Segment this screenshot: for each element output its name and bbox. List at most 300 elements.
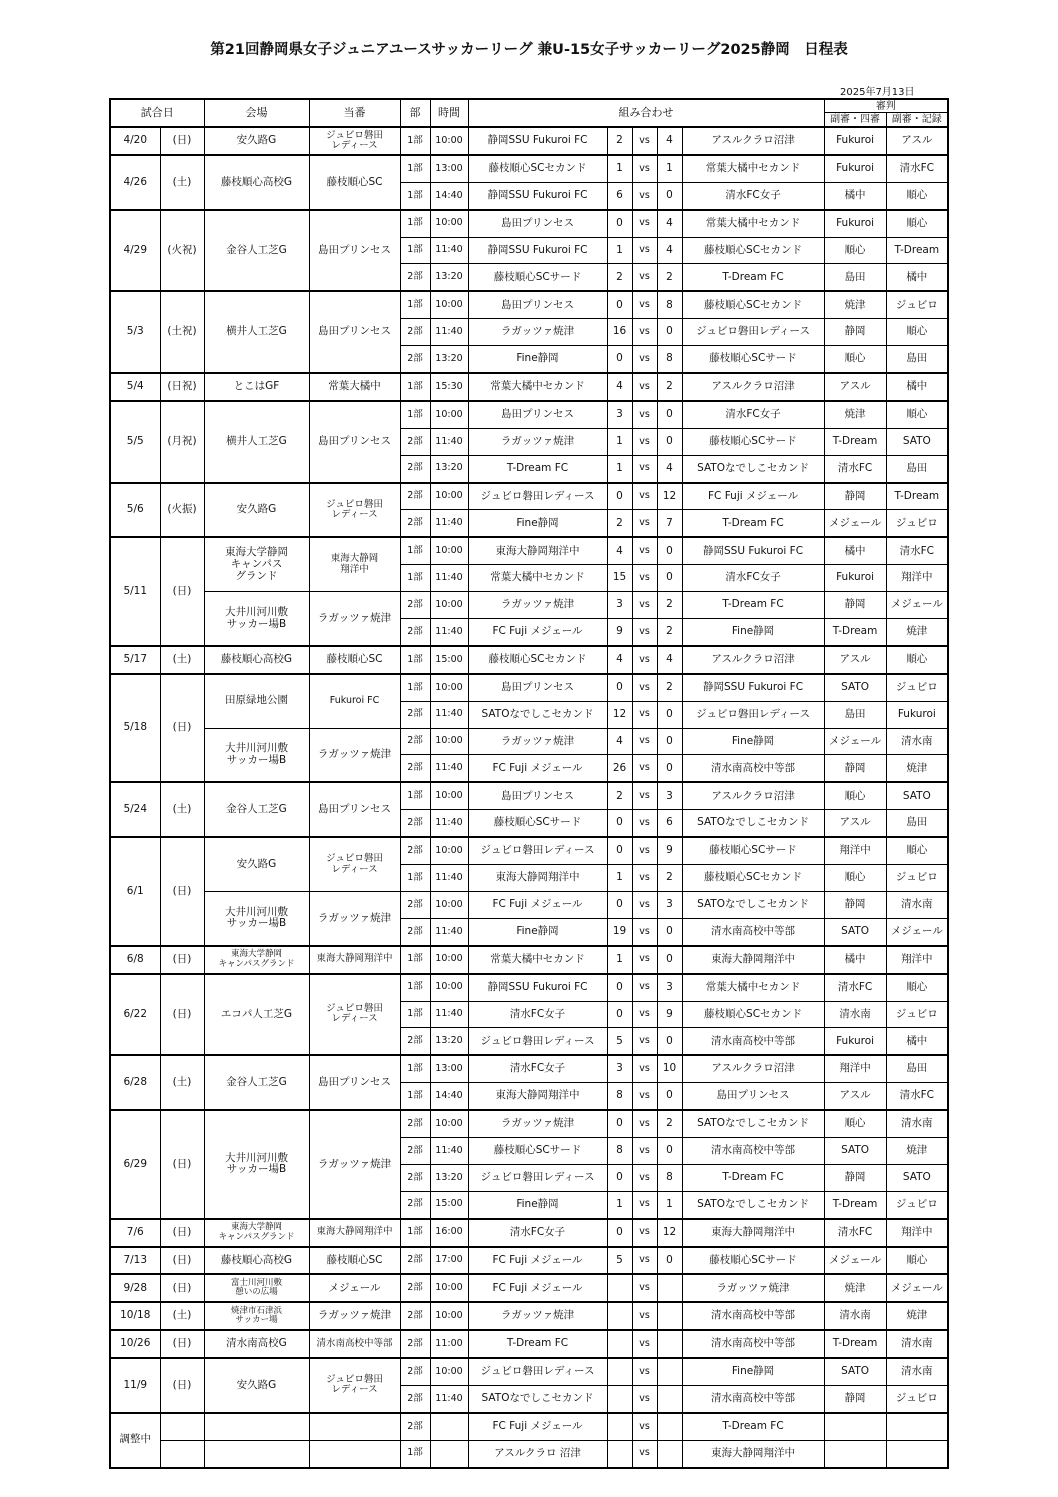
- referee-assistant-4th: アスル: [824, 1083, 886, 1110]
- home-team: 東海大静岡翔洋中: [468, 1083, 607, 1110]
- home-team: Fine静岡: [468, 918, 607, 945]
- kickoff-time: 17:00: [430, 1247, 468, 1275]
- table-row: [110, 891, 948, 918]
- vs-label: vs: [632, 1137, 657, 1164]
- away-score: 0: [657, 401, 682, 428]
- referee-assistant-4th: Fukuroi: [824, 565, 886, 592]
- header-referee: 審判: [824, 99, 948, 113]
- referee-assistant-4th: 静岡: [824, 755, 886, 782]
- match-weekday: (日): [160, 1219, 204, 1247]
- division: 2部: [400, 1137, 430, 1164]
- referee-assistant-record: 清水FC: [886, 1083, 948, 1110]
- referee-assistant-record: 橘中: [886, 1028, 948, 1055]
- match-date: 5/4: [110, 373, 160, 401]
- division: 1部: [400, 1083, 430, 1110]
- referee-assistant-4th: 静岡: [824, 592, 886, 619]
- match-weekday: (日): [160, 537, 204, 646]
- away-team: 静岡SSU Fukuroi FC: [682, 674, 824, 701]
- away-team: 常葉大橘中セカンド: [682, 974, 824, 1001]
- away-score: 8: [657, 346, 682, 373]
- away-team: T-Dream FC: [682, 592, 824, 619]
- away-team: FC Fuji メジェール: [682, 483, 824, 510]
- table-row: [110, 782, 948, 809]
- duty-team: ジュビロ磐田 レディース: [309, 1358, 400, 1413]
- referee-assistant-record: 順心: [886, 974, 948, 1001]
- vs-label: vs: [632, 728, 657, 755]
- kickoff-time: 13:20: [430, 346, 468, 373]
- division: 2部: [400, 918, 430, 945]
- home-score: 0: [607, 483, 632, 510]
- kickoff-time: 10:00: [430, 782, 468, 809]
- kickoff-time: 10:00: [430, 127, 468, 155]
- kickoff-time: 10:00: [430, 401, 468, 428]
- match-weekday: (日): [160, 1358, 204, 1413]
- vs-label: vs: [632, 1358, 657, 1385]
- home-score: 4: [607, 537, 632, 564]
- table-row: [110, 373, 948, 401]
- vs-label: vs: [632, 755, 657, 782]
- vs-label: vs: [632, 865, 657, 892]
- home-score: 0: [607, 1219, 632, 1247]
- referee-assistant-record: 順心: [886, 319, 948, 346]
- kickoff-time: 11:40: [430, 1001, 468, 1028]
- away-team: 静岡SSU Fukuroi FC: [682, 537, 824, 564]
- match-date: 6/1: [110, 837, 160, 946]
- away-score: 6: [657, 810, 682, 837]
- referee-assistant-4th: 焼津: [824, 291, 886, 318]
- referee-assistant-4th: Fukuroi: [824, 1028, 886, 1055]
- referee-assistant-record: SATO: [886, 782, 948, 809]
- away-score: 4: [657, 127, 682, 155]
- vs-label: vs: [632, 537, 657, 564]
- home-team: ラガッツァ焼津: [468, 1110, 607, 1137]
- home-score: [607, 1274, 632, 1302]
- vs-label: vs: [632, 810, 657, 837]
- referee-assistant-record: メジェール: [886, 918, 948, 945]
- division: 2部: [400, 1330, 430, 1358]
- referee-assistant-4th: T-Dream: [824, 428, 886, 455]
- division: 2部: [400, 510, 430, 537]
- vs-label: vs: [632, 891, 657, 918]
- away-team: Fine静岡: [682, 728, 824, 755]
- division: 2部: [400, 810, 430, 837]
- vs-label: vs: [632, 701, 657, 728]
- away-team: SATOなでしこセカンド: [682, 891, 824, 918]
- venue-name: [204, 1440, 309, 1467]
- home-team: SATOなでしこセカンド: [468, 1385, 607, 1412]
- vs-label: vs: [632, 1274, 657, 1302]
- match-weekday: (日): [160, 127, 204, 155]
- referee-assistant-4th: アスル: [824, 373, 886, 401]
- venue-name: 焼津市石津浜 サッカー場: [204, 1302, 309, 1330]
- referee-assistant-4th: アスル: [824, 646, 886, 674]
- match-date: 11/9: [110, 1358, 160, 1413]
- referee-assistant-4th: [824, 1440, 886, 1467]
- referee-assistant-record: 清水南: [886, 1358, 948, 1385]
- away-team: 藤枝順心SCサード: [682, 428, 824, 455]
- match-weekday: (日): [160, 674, 204, 783]
- away-team: T-Dream FC: [682, 1413, 824, 1440]
- table-row: [110, 401, 948, 428]
- referee-assistant-record: 島田: [886, 455, 948, 482]
- match-weekday: (日): [160, 1330, 204, 1358]
- referee-assistant-record: 清水FC: [886, 537, 948, 564]
- home-score: 4: [607, 728, 632, 755]
- home-score: 0: [607, 974, 632, 1001]
- home-team: 島田プリンセス: [468, 401, 607, 428]
- referee-assistant-4th: メジェール: [824, 510, 886, 537]
- vs-label: vs: [632, 1110, 657, 1137]
- vs-label: vs: [632, 1164, 657, 1191]
- duty-team: 藤枝順心SC: [309, 1247, 400, 1275]
- referee-assistant-4th: 静岡: [824, 891, 886, 918]
- duty-team: メジェール: [309, 1274, 400, 1302]
- home-team: ラガッツァ焼津: [468, 728, 607, 755]
- home-score: 8: [607, 1083, 632, 1110]
- kickoff-time: 10:00: [430, 946, 468, 974]
- vs-label: vs: [632, 1055, 657, 1082]
- header-ref-sub2: 副審・記録: [886, 113, 948, 128]
- referee-assistant-4th: 島田: [824, 701, 886, 728]
- venue-name: 清水南高校G: [204, 1330, 309, 1358]
- referee-assistant-record: 焼津: [886, 619, 948, 646]
- kickoff-time: 11:40: [430, 1137, 468, 1164]
- match-date: 5/17: [110, 646, 160, 674]
- home-score: 1: [607, 455, 632, 482]
- venue-name: 東海大学静岡 キャンパスグランド: [204, 946, 309, 974]
- venue-name: 藤枝順心高校G: [204, 155, 309, 210]
- home-score: 26: [607, 755, 632, 782]
- home-team: SATOなでしこセカンド: [468, 701, 607, 728]
- home-score: 0: [607, 810, 632, 837]
- kickoff-time: 10:00: [430, 1110, 468, 1137]
- match-weekday: [160, 1440, 204, 1467]
- match-weekday: (日): [160, 1110, 204, 1219]
- vs-label: vs: [632, 1440, 657, 1467]
- home-team: FC Fuji メジェール: [468, 1247, 607, 1275]
- division: 1部: [400, 155, 430, 182]
- referee-assistant-record: 順心: [886, 646, 948, 674]
- referee-assistant-record: 焼津: [886, 755, 948, 782]
- match-weekday: (日): [160, 1247, 204, 1275]
- home-team: 静岡SSU Fukuroi FC: [468, 237, 607, 264]
- referee-assistant-record: [886, 1440, 948, 1467]
- duty-team: 島田プリンセス: [309, 210, 400, 292]
- referee-assistant-record: ジュビロ: [886, 510, 948, 537]
- vs-label: vs: [632, 346, 657, 373]
- away-score: 7: [657, 510, 682, 537]
- kickoff-time: 14:40: [430, 182, 468, 209]
- referee-assistant-record: 橘中: [886, 264, 948, 291]
- kickoff-time: [430, 1440, 468, 1467]
- home-team: 藤枝順心SCサード: [468, 264, 607, 291]
- division: 1部: [400, 291, 430, 318]
- referee-assistant-record: 島田: [886, 1055, 948, 1082]
- kickoff-time: 15:00: [430, 646, 468, 674]
- away-team: 清水南高校中等部: [682, 918, 824, 945]
- home-score: 3: [607, 592, 632, 619]
- away-team: SATOなでしこセカンド: [682, 1191, 824, 1218]
- home-team: FC Fuji メジェール: [468, 619, 607, 646]
- table-row: [110, 127, 948, 155]
- division: 2部: [400, 1247, 430, 1275]
- venue-name: 大井川河川敷 サッカー場B: [204, 592, 309, 646]
- home-score: 16: [607, 319, 632, 346]
- venue-name: 東海大学静岡 キャンパス グランド: [204, 537, 309, 591]
- division: 2部: [400, 891, 430, 918]
- referee-assistant-4th: SATO: [824, 1358, 886, 1385]
- away-team: 清水FC女子: [682, 182, 824, 209]
- duty-team: 藤枝順心SC: [309, 646, 400, 674]
- home-score: 1: [607, 1191, 632, 1218]
- table-row: [110, 210, 948, 237]
- away-score: 4: [657, 210, 682, 237]
- referee-assistant-record: ジュビロ: [886, 1001, 948, 1028]
- away-score: 0: [657, 319, 682, 346]
- referee-assistant-record: メジェール: [886, 1274, 948, 1302]
- vs-label: vs: [632, 1219, 657, 1247]
- away-team: SATOなでしこセカンド: [682, 1110, 824, 1137]
- venue-name: 安久路G: [204, 483, 309, 538]
- kickoff-time: 11:00: [430, 1330, 468, 1358]
- referee-assistant-record: 焼津: [886, 1302, 948, 1330]
- table-row: [110, 1302, 948, 1330]
- away-score: 1: [657, 155, 682, 182]
- venue-name: 大井川河川敷 サッカー場B: [204, 728, 309, 782]
- away-team: SATOなでしこセカンド: [682, 810, 824, 837]
- duty-team: Fukuroi FC: [309, 674, 400, 728]
- division: 1部: [400, 782, 430, 809]
- away-team: ジュビロ磐田レディース: [682, 701, 824, 728]
- referee-assistant-4th: 島田: [824, 264, 886, 291]
- duty-team: [309, 1440, 400, 1467]
- header-div: 部: [400, 99, 430, 127]
- referee-assistant-4th: 清水FC: [824, 1219, 886, 1247]
- referee-assistant-4th: SATO: [824, 918, 886, 945]
- away-score: 2: [657, 264, 682, 291]
- header-venue: 会場: [204, 99, 309, 127]
- division: 1部: [400, 373, 430, 401]
- match-weekday: (火祝): [160, 210, 204, 292]
- referee-assistant-4th: 静岡: [824, 1164, 886, 1191]
- table-row: [110, 837, 948, 864]
- referee-assistant-4th: T-Dream: [824, 619, 886, 646]
- referee-assistant-record: メジェール: [886, 592, 948, 619]
- away-score: 10: [657, 1055, 682, 1082]
- home-score: [607, 1413, 632, 1440]
- referee-assistant-record: 清水南: [886, 891, 948, 918]
- referee-assistant-4th: 清水FC: [824, 974, 886, 1001]
- away-score: 4: [657, 237, 682, 264]
- kickoff-time: 16:00: [430, 1219, 468, 1247]
- match-weekday: (月祝): [160, 401, 204, 483]
- table-row: [110, 1274, 948, 1302]
- away-score: 4: [657, 455, 682, 482]
- vs-label: vs: [632, 127, 657, 155]
- home-score: 0: [607, 210, 632, 237]
- away-team: 藤枝順心SCセカンド: [682, 237, 824, 264]
- away-team: アスルクラロ沼津: [682, 373, 824, 401]
- venue-name: 富士川河川敷 憩いの広場: [204, 1274, 309, 1302]
- referee-assistant-record: 清水FC: [886, 155, 948, 182]
- home-score: 4: [607, 646, 632, 674]
- division: 1部: [400, 646, 430, 674]
- home-score: 6: [607, 182, 632, 209]
- home-score: 1: [607, 865, 632, 892]
- table-row: [110, 1110, 948, 1137]
- duty-team: 常葉大橘中: [309, 373, 400, 401]
- kickoff-time: 10:00: [430, 291, 468, 318]
- home-score: 2: [607, 510, 632, 537]
- referee-assistant-record: 清水南: [886, 1330, 948, 1358]
- vs-label: vs: [632, 455, 657, 482]
- away-score: 0: [657, 1083, 682, 1110]
- referee-assistant-4th: Fukuroi: [824, 127, 886, 155]
- referee-assistant-record: 清水南: [886, 728, 948, 755]
- referee-assistant-4th: 順心: [824, 1110, 886, 1137]
- duty-team: 島田プリンセス: [309, 291, 400, 373]
- home-team: 清水FC女子: [468, 1219, 607, 1247]
- vs-label: vs: [632, 182, 657, 209]
- table-row: [110, 674, 948, 701]
- kickoff-time: 13:20: [430, 1164, 468, 1191]
- home-team: ジュビロ磐田レディース: [468, 483, 607, 510]
- division: 1部: [400, 674, 430, 701]
- away-score: 2: [657, 619, 682, 646]
- kickoff-time: 11:40: [430, 619, 468, 646]
- vs-label: vs: [632, 1330, 657, 1358]
- home-score: [607, 1358, 632, 1385]
- home-score: 2: [607, 264, 632, 291]
- home-score: [607, 1330, 632, 1358]
- vs-label: vs: [632, 1385, 657, 1412]
- referee-assistant-4th: 順心: [824, 346, 886, 373]
- match-date: 4/26: [110, 155, 160, 210]
- away-team: アスルクラロ沼津: [682, 1055, 824, 1082]
- referee-assistant-record: ジュビロ: [886, 1385, 948, 1412]
- kickoff-time: 11:40: [430, 755, 468, 782]
- away-score: 8: [657, 1164, 682, 1191]
- duty-team: ラガッツァ焼津: [309, 1302, 400, 1330]
- division: 2部: [400, 619, 430, 646]
- home-team: ラガッツァ焼津: [468, 319, 607, 346]
- away-score: 2: [657, 865, 682, 892]
- referee-assistant-record: SATO: [886, 428, 948, 455]
- home-team: 清水FC女子: [468, 1055, 607, 1082]
- away-team: 清水南高校中等部: [682, 1330, 824, 1358]
- vs-label: vs: [632, 483, 657, 510]
- kickoff-time: 13:00: [430, 1055, 468, 1082]
- table-row: [110, 1440, 948, 1467]
- home-score: 1: [607, 155, 632, 182]
- division: 2部: [400, 1274, 430, 1302]
- away-score: 3: [657, 974, 682, 1001]
- match-date: 6/29: [110, 1110, 160, 1219]
- home-score: 0: [607, 291, 632, 318]
- referee-assistant-4th: 静岡: [824, 483, 886, 510]
- away-score: 4: [657, 646, 682, 674]
- away-team: 清水南高校中等部: [682, 1385, 824, 1412]
- home-team: 藤枝順心SCセカンド: [468, 646, 607, 674]
- home-score: 12: [607, 701, 632, 728]
- match-date: 5/11: [110, 537, 160, 646]
- referee-assistant-record: 順心: [886, 210, 948, 237]
- away-score: 2: [657, 1110, 682, 1137]
- away-score: 2: [657, 674, 682, 701]
- away-team: 藤枝順心SCセカンド: [682, 1001, 824, 1028]
- away-score: [657, 1330, 682, 1358]
- table-row: [110, 1413, 948, 1440]
- away-score: 0: [657, 565, 682, 592]
- vs-label: vs: [632, 565, 657, 592]
- division: 1部: [400, 1219, 430, 1247]
- home-score: 9: [607, 619, 632, 646]
- kickoff-time: 11:40: [430, 319, 468, 346]
- referee-assistant-record: 清水南: [886, 1110, 948, 1137]
- referee-assistant-4th: 清水南: [824, 1302, 886, 1330]
- away-team: アスルクラロ沼津: [682, 127, 824, 155]
- away-score: 3: [657, 891, 682, 918]
- away-score: 0: [657, 728, 682, 755]
- schedule-table: [109, 98, 949, 1469]
- home-team: ジュビロ磐田レディース: [468, 1358, 607, 1385]
- duty-team: ラガッツァ焼津: [309, 891, 400, 945]
- header-day: 試合日: [110, 99, 204, 127]
- referee-assistant-record: アスル: [886, 127, 948, 155]
- vs-label: vs: [632, 401, 657, 428]
- home-team: 藤枝順心SCセカンド: [468, 155, 607, 182]
- away-team: 常葉大橘中セカンド: [682, 210, 824, 237]
- venue-name: 金谷人工芝G: [204, 210, 309, 292]
- away-team: 清水南高校中等部: [682, 1028, 824, 1055]
- away-team: T-Dream FC: [682, 264, 824, 291]
- venue-name: とこはGF: [204, 373, 309, 401]
- venue-name: 横井人工芝G: [204, 401, 309, 483]
- home-score: [607, 1302, 632, 1330]
- home-team: Fine静岡: [468, 510, 607, 537]
- match-weekday: (土): [160, 155, 204, 210]
- home-team: Fine静岡: [468, 346, 607, 373]
- home-score: 2: [607, 782, 632, 809]
- referee-assistant-record: 順心: [886, 182, 948, 209]
- duty-team: 島田プリンセス: [309, 782, 400, 837]
- kickoff-time: 10:00: [430, 592, 468, 619]
- kickoff-time: 10:00: [430, 537, 468, 564]
- away-team: 藤枝順心SCサード: [682, 837, 824, 864]
- away-score: 0: [657, 1028, 682, 1055]
- referee-assistant-record: ジュビロ: [886, 1191, 948, 1218]
- table-row: [110, 592, 948, 619]
- match-date: 7/13: [110, 1247, 160, 1275]
- duty-team: ラガッツァ焼津: [309, 1110, 400, 1219]
- home-team: FC Fuji メジェール: [468, 1413, 607, 1440]
- home-team: ラガッツァ焼津: [468, 1302, 607, 1330]
- venue-name: エコパ人工芝G: [204, 974, 309, 1056]
- home-score: [607, 1385, 632, 1412]
- page-title: 第21回静岡県女子ジュニアユースサッカーリーグ 兼U-15女子サッカーリーグ2025静岡 日程表: [210, 42, 848, 58]
- home-team: アスルクラロ 沼津: [468, 1440, 607, 1467]
- away-team: 藤枝順心SCセカンド: [682, 291, 824, 318]
- referee-assistant-record: 順心: [886, 401, 948, 428]
- vs-label: vs: [632, 291, 657, 318]
- referee-assistant-4th: 焼津: [824, 1274, 886, 1302]
- referee-assistant-record: 順心: [886, 837, 948, 864]
- home-team: 常葉大橘中セカンド: [468, 946, 607, 974]
- away-score: 3: [657, 782, 682, 809]
- away-score: 2: [657, 373, 682, 401]
- duty-team: [309, 1413, 400, 1440]
- away-score: 8: [657, 291, 682, 318]
